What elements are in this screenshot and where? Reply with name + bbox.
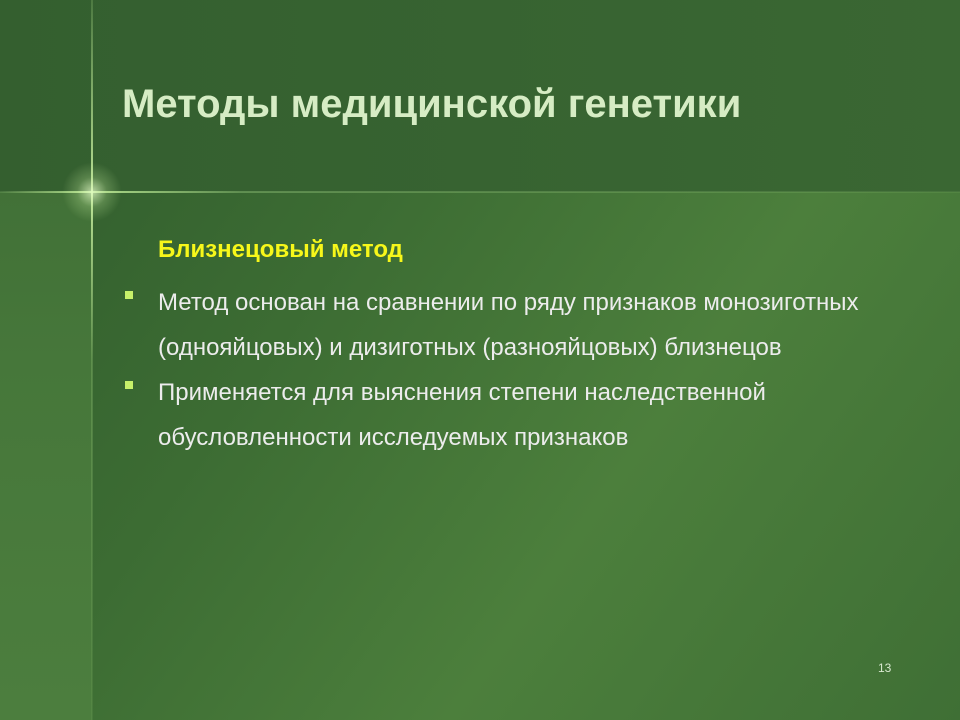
bullet-text: Применяется для выяснения степени наследственной обусловленности исследуемых признаков <box>158 379 766 451</box>
page-number: 13 <box>878 661 892 675</box>
bullet-list <box>122 280 912 460</box>
square-bullet-icon <box>125 381 133 389</box>
bullet-text: Метод основан на сравнении по ряду признаков монозиготных (однояйцовых) и дизиготных (разнояйцовых) близнецов <box>158 289 859 361</box>
line-intersection-glow <box>62 162 122 222</box>
square-bullet-icon <box>125 291 133 299</box>
method-subtitle: Близнецовый метод <box>158 236 403 263</box>
slide-title: Методы медицинской генетики <box>122 82 742 126</box>
horizontal-divider-line <box>0 191 960 193</box>
bullet-item <box>122 280 912 370</box>
vertical-divider-line <box>91 0 93 720</box>
bullet-item <box>122 370 912 460</box>
